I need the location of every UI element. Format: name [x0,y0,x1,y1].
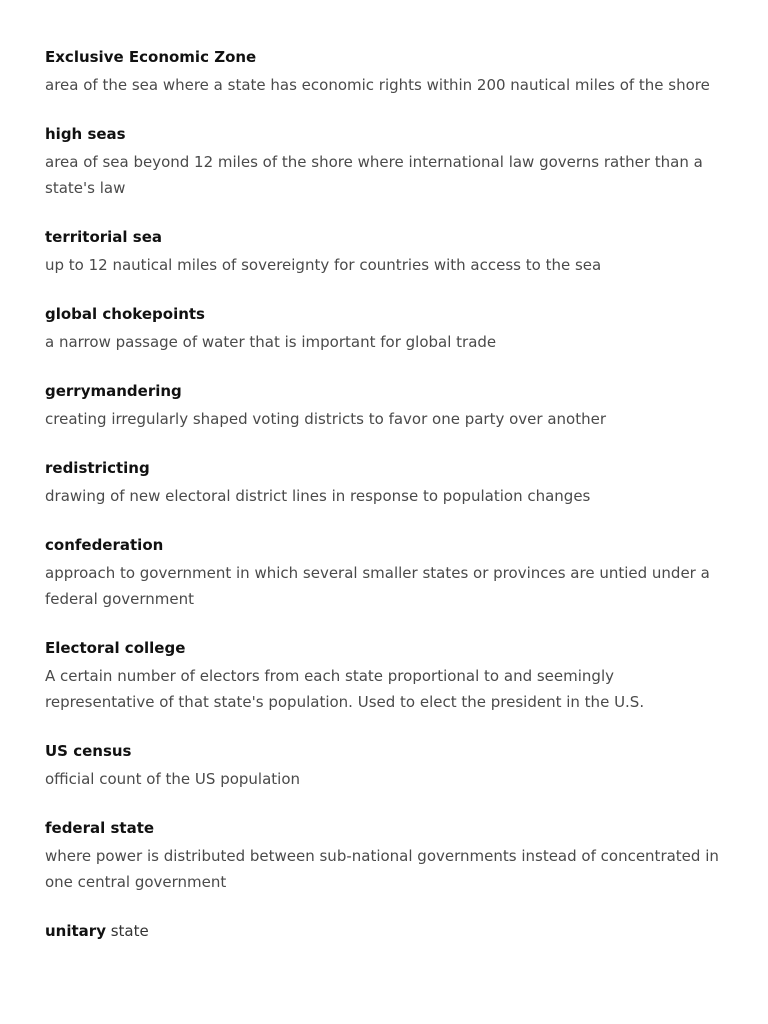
entry-confederation [45,535,728,612]
entry-electoral-college [45,638,728,715]
definition: approach to government in which several smaller states or provinces are untied under a federal government [45,564,710,608]
definition: a narrow passage of water that is important for global trade [45,333,497,351]
entry-high-seas [45,124,728,201]
term: redistricting [45,459,150,477]
term: global chokepoints [45,305,205,323]
term: federal state [45,819,155,837]
term: gerrymandering [45,382,182,400]
term-bold: unitary [45,922,106,940]
entry-redistricting [45,458,728,509]
term: territorial sea [45,228,163,246]
entry-global-chokepoints [45,304,728,355]
definition: drawing of new electoral district lines in response to population changes [45,487,591,505]
definition: area of sea beyond 12 miles of the shore where international law governs rather than a state's law [45,153,703,197]
term: US census [45,742,132,760]
definition: where power is distributed between sub-national governments instead of concentrated in one central government [45,847,719,891]
entry-federal-state [45,818,728,895]
term: Exclusive Economic Zone [45,48,257,66]
entry-territorial-sea [45,227,728,278]
definition: area of the sea where a state has economic rights within 200 nautical miles of the shore [45,76,710,94]
entry-us-census [45,741,728,792]
definition: A certain number of electors from each state proportional to and seemingly representative of that state's population. Used to elect the president in the U.S. [45,667,645,711]
entry-unitary-state [45,921,728,941]
definition: official count of the US population [45,770,301,788]
entry-exclusive-economic-zone [45,47,728,98]
term-rest: state [105,922,149,940]
entry-gerrymandering [45,381,728,432]
term: high seas [45,125,126,143]
definition: up to 12 nautical miles of sovereignty for countries with access to the sea [45,256,602,274]
definition: creating irregularly shaped voting districts to favor one party over another [45,410,606,428]
term: Electoral college [45,639,186,657]
term: confederation [45,536,164,554]
